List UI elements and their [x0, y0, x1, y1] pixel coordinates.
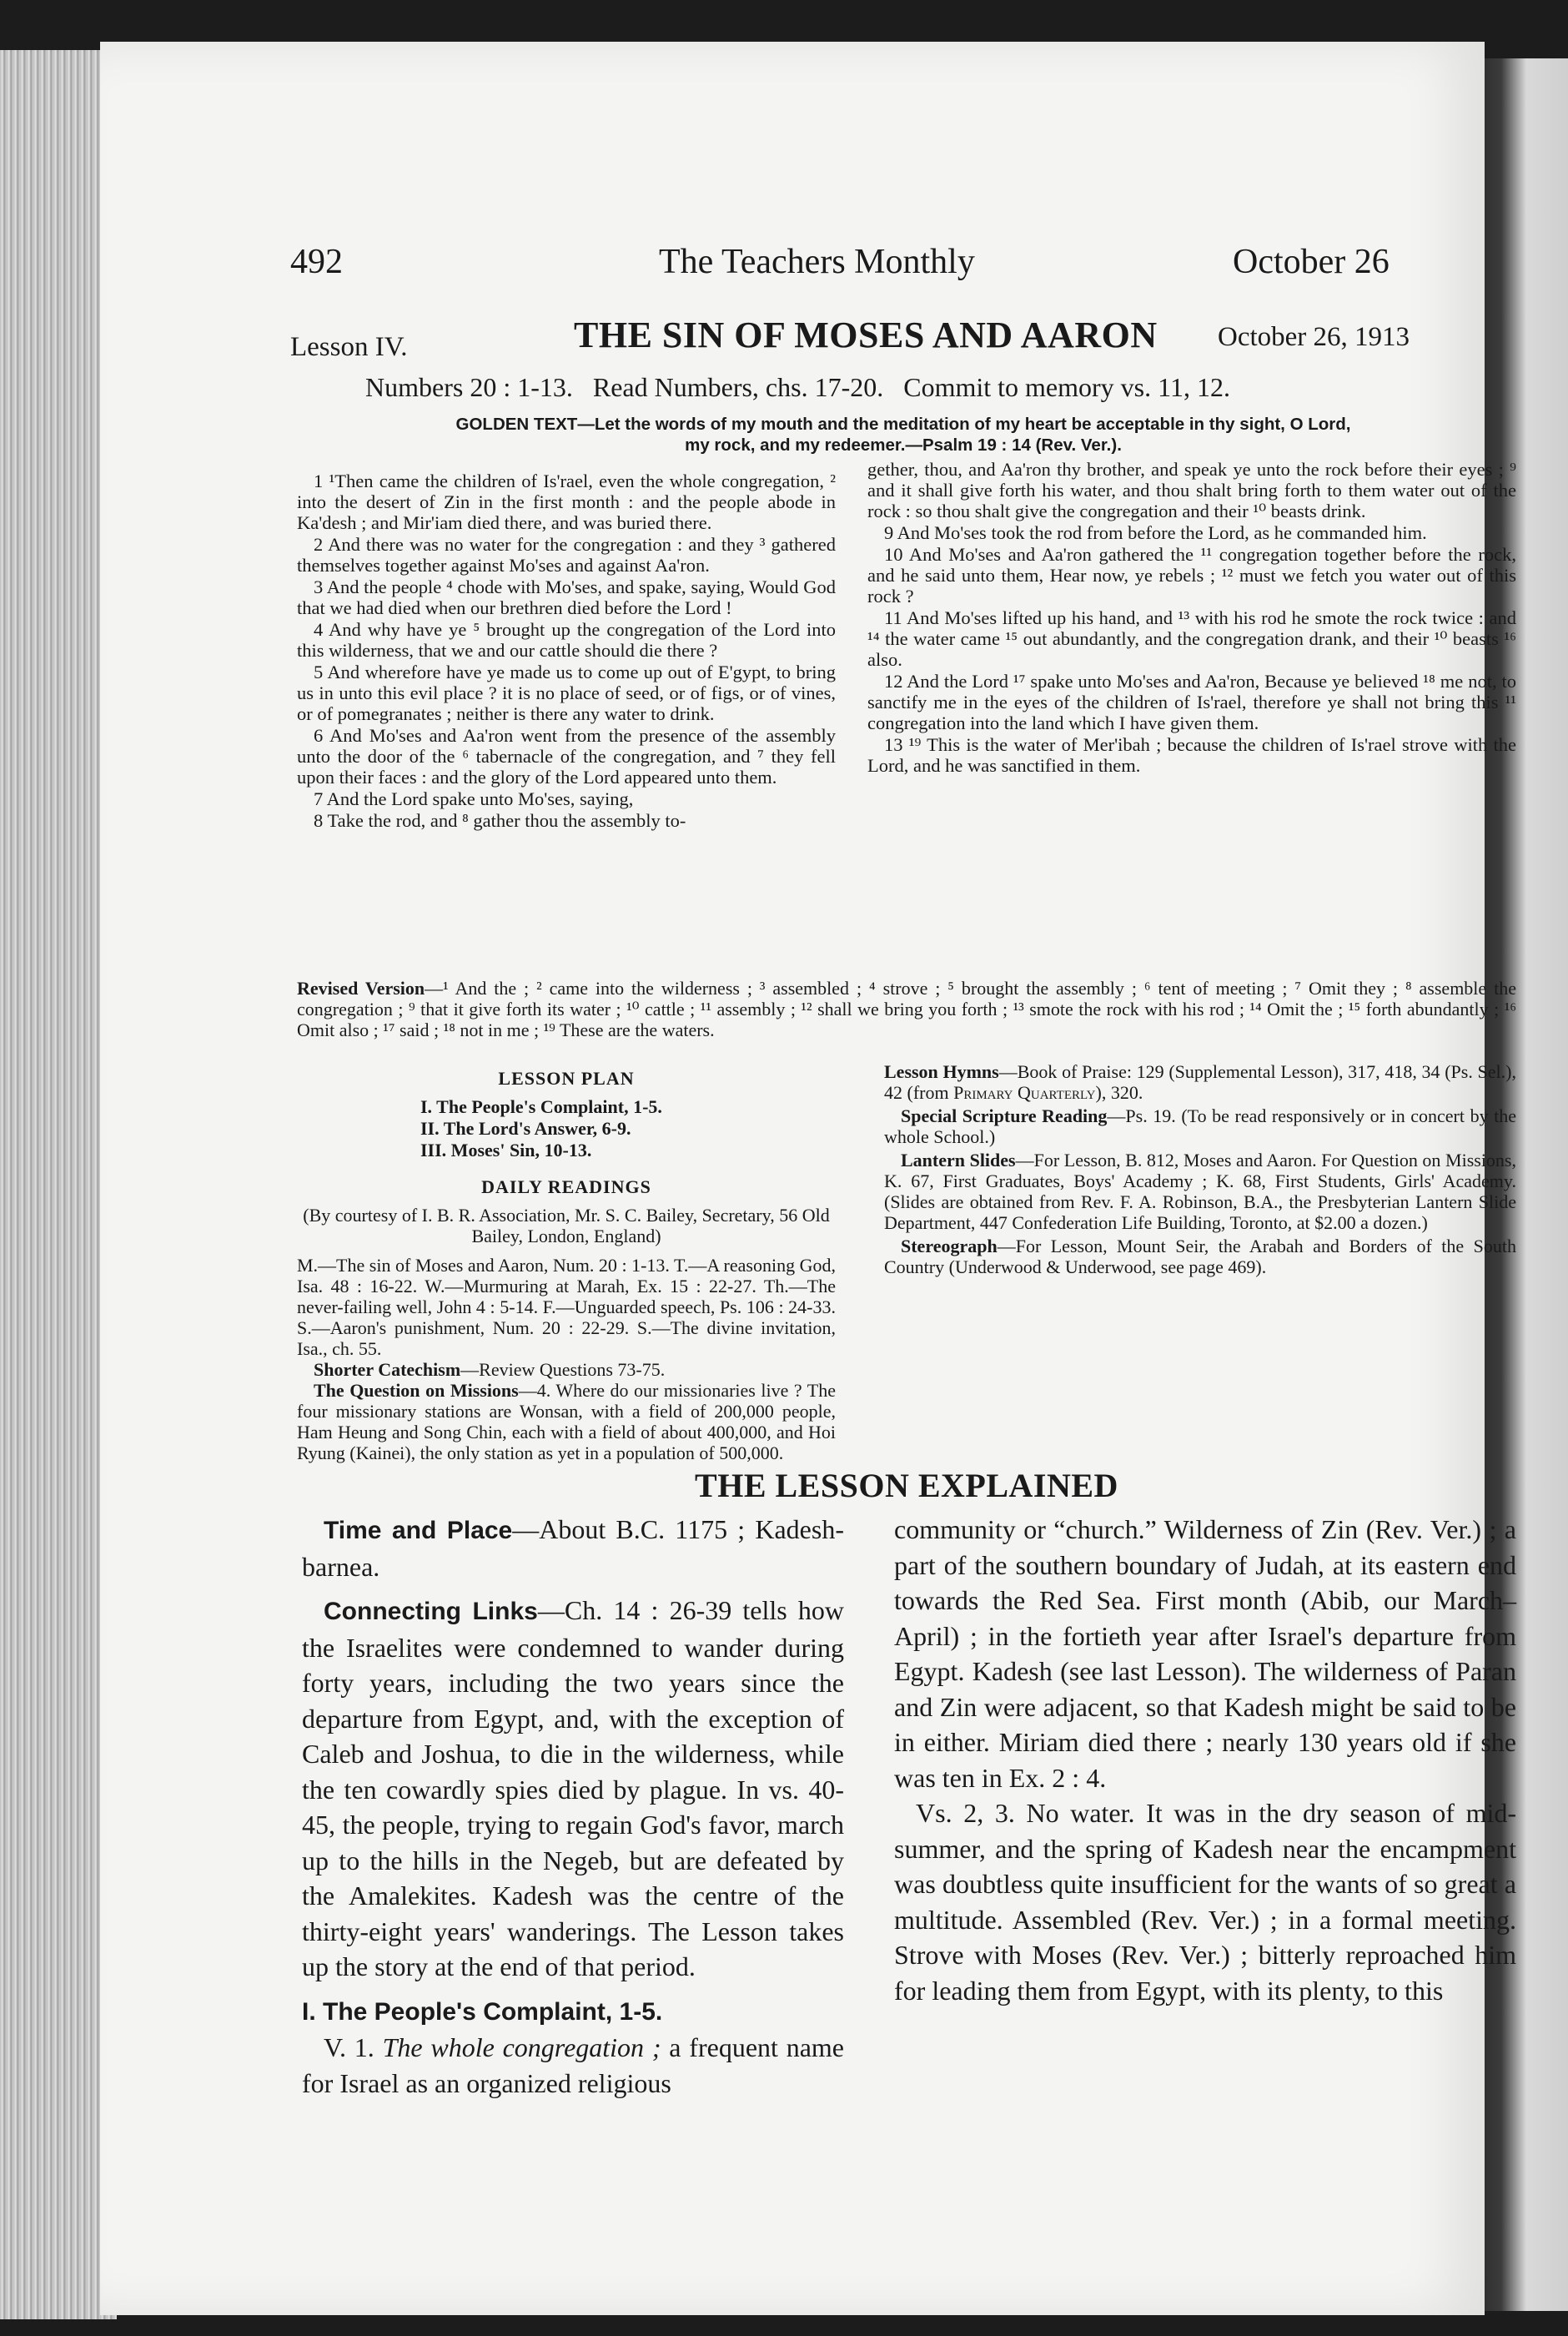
- shorter-catechism: [297, 1359, 836, 1380]
- question-on-missions-label: The Question on Missions: [314, 1380, 519, 1401]
- lesson-number: Lesson IV.: [290, 332, 408, 362]
- lesson-date: October 26, 1913: [1218, 322, 1410, 352]
- shorter-catechism-label: Shorter Catechism: [314, 1359, 461, 1380]
- revised-version-label: Revised Version: [297, 978, 425, 999]
- golden-text-line-2: my rock, and my redeemer.—Psalm 19 : 14 (Rev. Ver.).: [685, 435, 1122, 455]
- scripture-verse: 2 And there was no water for the congregation : and they ³ gathered themselves together against Mo'ses and against Aa'ron.: [297, 534, 836, 576]
- verse-comment: a frequent name for Israel as an organized religious: [302, 2032, 845, 2098]
- golden-text-line-1: GOLDEN TEXT—Let the words of my mouth and the meditation of my heart be acceptable in thy sight, O Lord,: [455, 415, 1351, 434]
- stereograph: [884, 1236, 1516, 1277]
- golden-text: [290, 414, 1516, 456]
- running-date: October 26: [1233, 243, 1390, 281]
- special-reading-label: Special Scripture Reading: [901, 1105, 1108, 1126]
- revised-version: [297, 978, 1516, 1040]
- running-title: The Teachers Monthly: [659, 243, 975, 281]
- lesson-hymns-end: ), 320.: [1095, 1082, 1143, 1103]
- explanation-right-column: [894, 1512, 1516, 2008]
- scripture-verse: 5 And wherefore have ye made us to come up out of E'gypt, to bring us in unto this evil place ? it is no place of seed, or of figs, or of vines, or of pomegranates ; neither is there any water to drink.: [297, 662, 836, 724]
- lantern-slides-text: —For Lesson, B. 812, Moses and Aaron. For Question on Missions, K. 67, First Graduates, Boys' Academy ; K. 68, First Students, Girls' Academy. (Slides are obtained from Rev. F. A. Robinson, B.A., the Presbyterian Lantern Slide Department, 447 Confederation Life Building, Toronto, at $2.00 a dozen.): [884, 1150, 1516, 1233]
- time-and-place: [302, 1512, 844, 1584]
- connecting-links-text: —Ch. 14 : 26-39 tells how the Israelites were condemned to wander during forty years, including the two years since the departure from Egypt, and, with the exception of Caleb and Joshua, to die in the wilderness, while the ten cowardly spies died by plague. In vs. 40-45, the people, trying to regain God's favor, march up to the hills in the Negeb, but are defeated by the Amalekites. Kadesh was the centre of the thirty-eight years' wanderings. The Lesson takes up the story at the end of that period.: [302, 1595, 844, 1981]
- scripture-verse: 9 And Mo'ses took the rod from before the Lord, as he commanded him.: [884, 522, 1427, 543]
- connecting-links-label: Connecting Links: [324, 1598, 538, 1625]
- scripture-verse: 11 And Mo'ses lifted up his hand, and ¹³ with his rod he smote the rock twice : and ¹⁴ the water came ¹⁵ out abundantly, and the congregation drank, and their ¹⁰ beasts ¹⁶ also.: [867, 607, 1516, 670]
- verse-one-note: [302, 2030, 844, 2101]
- lesson-reference: Numbers 20 : 1-13. Read Numbers, chs. 17-20. Commit to memory vs. 11, 12.: [365, 372, 1230, 402]
- lesson-aids-left: [297, 1068, 836, 1463]
- lesson-plan-item: II. The Lord's Answer, 6-9.: [420, 1118, 631, 1139]
- scripture-verse: 12 And the Lord ¹⁷ spake unto Mo'ses and Aa'ron, Because ye believed ¹⁸ me not, to sanctify me in the eyes of the children of Is'rael, therefore ye shall not bring this ¹¹ congregation into the land which I have given them.: [867, 671, 1516, 733]
- page-number: 492: [290, 243, 343, 281]
- scripture-verse: 3 And the people ⁴ chode with Mo'ses, and spake, saying, Would God that we had died when our brethren died before the Lord !: [297, 576, 836, 618]
- question-on-missions: [297, 1380, 836, 1463]
- lesson-plan-title: LESSON PLAN: [498, 1068, 635, 1089]
- scripture-verse: 7 And the Lord spake unto Mo'ses, saying,: [314, 788, 634, 809]
- daily-readings-title: DAILY READINGS: [481, 1176, 651, 1197]
- scripture-verse: 13 ¹⁹ This is the water of Mer'ibah ; because the children of Is'rael strove with the Lord, and he was sanctified in them.: [867, 734, 1516, 776]
- section-heading-complaint: I. The People's Complaint, 1-5.: [302, 1997, 663, 2026]
- connecting-links: [302, 1593, 844, 1985]
- scripture-verse: 1 ¹Then came the children of Is'rael, even the whole congregation, ² into the desert of Zin in the first month : and the people abode in Ka'desh ; and Mir'iam died there, and was buried there.: [297, 471, 836, 533]
- scripture-verse: 10 And Mo'ses and Aa'ron gathered the ¹¹ congregation together before the rock, and he said unto them, Hear now, ye rebels ; ¹² must we fetch you water out of this rock ?: [867, 544, 1516, 607]
- lantern-slides: [884, 1150, 1516, 1233]
- book-page: [100, 42, 1517, 2315]
- lesson-plan-list: [297, 1096, 836, 1161]
- lesson-hymns-quarterly: Primary Quarterly: [953, 1082, 1096, 1103]
- question-on-missions-text: —4. Where do our missionaries live ? The four missionary stations are Wonsan, with a field of 200,000 people, Ham Heung and Song Chin, each with a field of about 400,000, and Hoi Ryung (Kainei), the only station as yet in a population of 500,000.: [297, 1380, 836, 1463]
- shorter-catechism-text: —Review Questions 73-75.: [460, 1359, 666, 1380]
- lesson-hymns: [884, 1061, 1516, 1103]
- scripture-right-column: [867, 459, 1516, 777]
- special-reading-note: (To be read responsively or in concert by the whole School.): [884, 1105, 1517, 1147]
- special-reading-text: —Ps. 19.: [1107, 1105, 1176, 1126]
- book-page-edges: [0, 50, 117, 2319]
- scripture-verse: 6 And Mo'ses and Aa'ron went from the presence of the assembly unto the door of the ⁶ tabernacle of the congregation, and ⁷ they fell upon their faces : and the glory of the Lord appeared unto them.: [297, 725, 836, 788]
- daily-readings-courtesy: (By courtesy of I. B. R. Association, Mr. S. C. Bailey, Secretary, 56 Old Bailey, London, England): [303, 1205, 830, 1246]
- stereograph-label: Stereograph: [901, 1236, 998, 1256]
- scripture-verse: 4 And why have ye ⁵ brought up the congregation of the Lord into this wilderness, that we and our cattle should die there ?: [297, 619, 836, 661]
- scripture-left-column: [297, 471, 836, 832]
- daily-readings-text: M.—The sin of Moses and Aaron, Num. 20 : 1-13. T.—A reasoning God, Isa. 48 : 16-22. W.—Murmuring at Marah, Ex. 15 : 22-27. Th.—The never-failing well, John 4 : 5-14. F.—Unguarded speech, Ps. 106 : 24-33. S.—Aaron's punishment, Num. 20 : 22-29. S.—The divine invitation, Isa., ch. 55.: [297, 1255, 836, 1359]
- verse-phrase: The whole congregation ;: [382, 2032, 661, 2062]
- lantern-slides-label: Lantern Slides: [901, 1150, 1016, 1171]
- time-and-place-text: —About B.C. 1175 ; Kadesh-barnea.: [302, 1514, 844, 1582]
- lesson-hymns-text: —Book of Praise: 129 (Supplemental Lesson), 317, 418, 34 (Ps. Sel.), 42 (from: [884, 1061, 1516, 1103]
- lesson-plan-item: III. Moses' Sin, 10-13.: [420, 1140, 592, 1160]
- revised-version-text: —¹ And the ; ² came into the wilderness ; ³ assembled ; ⁴ strove ; ⁵ brought the assembly ; ⁶ tent of meeting ; ⁷ Omit they ; ⁸ assemble the congregation ; ⁹ that it give forth its water ; ¹⁰ cattle ; ¹¹ assembly ; ¹² shall we bring you forth ; ¹³ smote the rock with his rod ; ¹⁴ Omit the ; ¹⁵ forth abundantly ; ¹⁶ Omit also ; ¹⁷ said ; ¹⁸ not in me ; ¹⁹ These are the waters.: [297, 978, 1516, 1040]
- time-and-place-label: Time and Place: [324, 1517, 513, 1544]
- lesson-aids-right: [884, 1061, 1516, 1280]
- special-scripture-reading: [884, 1105, 1516, 1147]
- scripture-verse: 8 Take the rod, and ⁸ gather thou the assembly to-: [314, 810, 686, 831]
- explanation-paragraph: Vs. 2, 3. No water. It was in the dry season of mid-summer, and the spring of Kadesh near the encampment was doubtless quite insufficient for the wants of so great a multitude. Assembled (Rev. Ver.) ; in a formal meeting. Strove with Moses (Rev. Ver.) ; bitterly reproached him for leading them from Egypt, with its plenty, to this: [894, 1798, 1516, 2006]
- stereograph-text: —For Lesson, Mount Seir, the Arabah and Borders of the South Country (Underwood & Underwood, see page 469).: [884, 1236, 1516, 1277]
- explanation-paragraph: community or “church.” Wilderness of Zin (Rev. Ver.) ; a part of the southern boundary of Judah, at its eastern end towards the Red Sea. First month (Abib, our March–April) ; in the fortieth year after Israel's departure from Egypt. Kadesh (see last Lesson). The wilderness of Paran and Zin were adjacent, so that Kadesh might be said to be in either. Miriam died there ; nearly 130 years old if she was ten in Ex. 2 : 4.: [894, 1514, 1516, 1793]
- lesson-explained-heading: THE LESSON EXPLAINED: [695, 1467, 1118, 1504]
- verse-ref: V. 1.: [324, 2032, 383, 2062]
- explanation-left-column: [302, 1512, 844, 2101]
- lesson-hymns-label: Lesson Hymns: [884, 1061, 999, 1082]
- lesson-title: THE SIN OF MOSES AND AARON: [574, 315, 1158, 355]
- scripture-verse: gether, thou, and Aa'ron thy brother, and speak ye unto the rock before their eyes ; ⁹ and it shall give forth his water, and thou shalt bring forth to them water out of the rock : so thou shalt give the congregation and their ¹⁰ beasts drink.: [867, 459, 1516, 521]
- lesson-plan-item: I. The People's Complaint, 1-5.: [420, 1096, 662, 1117]
